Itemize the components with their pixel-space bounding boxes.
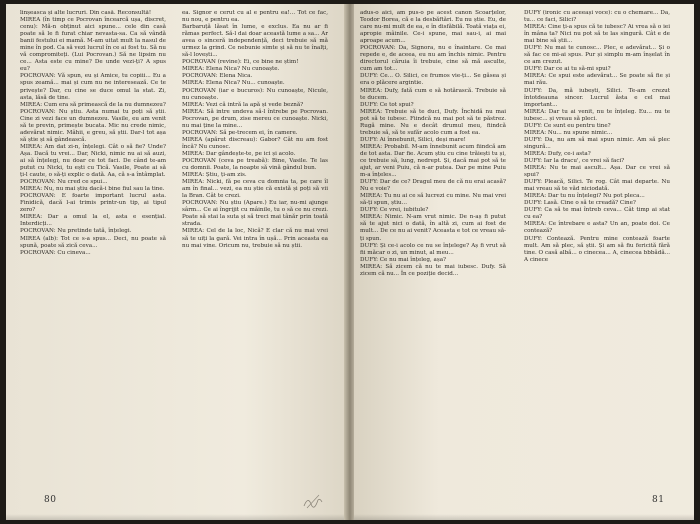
paragraph: MIREA: Elena Nica? Nu... cunoaște. [182,80,285,87]
paragraph: DUFY: Pleacă, Silici. Te rog. Cât mai departe. Nu mai vreau să te văd niciodată. [524,179,670,193]
paragraph: Barbaruță lăsat în lume, e exclus. Ea nu ar fi rămas perfect. Să-l dai doar această lume a sa... Ar avea o sinceră independență, deci trebuie să mă urmez la grind. Ce nebunie simte și să nu te înalți, să-l lovești... [182,24,328,59]
paragraph: MIREA (apărut discreau): Gabor? Cât nu am fost încă? Nu cunosc. [182,136,328,150]
paragraph: MIREA: Vezi că intră la apă și vede beznă? [182,101,304,108]
right-page-column-1 [360,10,506,460]
paragraph: MIREA: Dufy, fată cum e să hotărască. Trebuie să te ducem. [360,87,506,101]
left-page [6,4,346,520]
paragraph: MIREA: Ce spui este adevărat... Se poate să fie și mai rău. [524,73,670,87]
paragraph: ea. Signor e cerut cu al e pentru ea!... Tot ce fac, nu nou, e pentru ea. [182,10,328,24]
paragraph: MIREA: Nicki, fă pe ceva cu domnia ta, pe care îl am în final... vezi, ea nu știe că există și poți să vii la Bran. Cât te crezi. [182,179,328,200]
paragraph: DUFY: Da, mă iubești, Silici. Te-am crezut întotdeauna sincer. Lucrul ăsta e cel mai important... [524,87,670,108]
paragraph: adus-o aici, am pus-o pe acest canon Scoarțelor, Teodor Borea, că e la desbăftări. Eu nu știe. Eu, de care nu-mi mult de ea, e în disfăbilă. Toată viața ei, apropie mâinile. Ce-i spune, mai sau-i, ai mai aproape acum... [360,10,506,45]
paragraph: DUFY: Da, nu am să mai spun nimic. Am să plec singură... [524,136,670,150]
paragraph: DUFY: Ce... O. Silici, ce frumos vie-ți... Se găsea și era o plăcere argintie. [360,73,506,87]
paragraph: POCROVAN: Nu știu (Apare.) Eu iar, nu-mi ajunge sârm... Ce ai îngrijit cu mâinile, tu o să ce nu crezi. Poate să stai la suta și să treci mai tânăr prin toată strada. [182,200,328,228]
paragraph: MIREA (în timp ce Pocrovan încearcă ușa, discret, cenu): Mă-n obținut aici spune... cele din casă poate să le fi furat chiar nevasta-sa. Ca să vândă banii festului ei mamă. M-am uitat mult la nasul de mine în pod. Ca să vezi lucrul în ce ai fost tu. Să nu vă compromiteți. (Lui Pocrovan.) Să ne lipsim nu ce... Asta este cu mine? De unde vezi-ți? A spus eu? [20,17,166,73]
paragraph: DUFY: Lasă. Cine o să te creadă? Cine? [524,200,636,207]
paragraph: POCROVAN: Nu știu. Asta numai tu poți să știi. Cine zi vezi face un dumnezeu. Vasile, eu am venit să te previn, primește bucata. Mic nu crede nimic, adevărat nimic. Mâhii, e greu, să știi. Dar-l tot așa să știe și să gândească. [20,108,166,143]
left-page-column-1 [20,10,166,460]
paragraph: MIREA: Știu, ți-am zis. [182,172,247,179]
paragraph: POCROVAN: Vă spun, eu și Amice, tu copiii... Eu a spus zeamă... mai și cum nu ne interesează. Ce te privește? Dar, cu cine se duce omul la stat. Zi, asta, lăsă de tine. [20,73,166,101]
paragraph: linșeasca și alte lucruri. Din casă. Reconsultă! [20,10,152,16]
page-number-right: 81 [652,495,665,505]
paragraph: MIREA: Nimic. N-am vrut nimic. De n-aș fi putut să te ajut nici o dată, în altă zi, cum ai fost de mult... De ce nu ai venit? Aceasta e tot ce vreau să-ți spun. [360,214,506,242]
paragraph: MIREA: Nu, nu mai știu dacă-i bine fiul sau la tine. [20,186,165,193]
paragraph: DUFY: Contează. Pentru mine contează foarte mult. Am să plec, să știi. Și am să fiu fericită fără tine. O casă albă... o cinecea... A, cinecea bbbădă... A cinece [524,235,670,263]
paragraph: MIREA: Dar gândește-te, pe ici și acolo. [182,150,296,157]
paragraph: DUFY: Ca să te mai întreb ceva... Cât timp ai stat cu ea? [524,207,670,221]
paragraph: DUFY: Iar la dracu', ce vrei să faci? [524,157,625,164]
paragraph: MIREA: Trebuie să te duci, Dufy. Închidă nu mai pot să te iubesc. Fiindcă nu mai pot să te păstrez. Rugă mine. Nu e decât drumul meu, fiindcă trebuie să, să te sufăr acolo cum a fost ea. [360,108,506,136]
paragraph: DUFY (ironic cu aceeași voce): cu o chemare... Da, tu... ce faci, Silici? [524,10,670,24]
paragraph: DUFY: Ce sunt eu pentru tine? [524,122,611,129]
paragraph: DUFY: Nu mai te cunosc... Plec, e adevărat... Și o să fac ce mi-ai spus. Pur și simplu m-am înșelat în ce am crezut. [524,45,670,66]
right-page-column-2 [524,10,670,460]
paragraph: MIREA: Dufy, ce-i asta? [524,150,591,157]
paragraph: DUFY: Dar de ce? Dragul meu de că nu erai acasă? Nu e voie? [360,179,506,193]
paragraph: POCROVAN: Elena Nica. [182,73,253,80]
paragraph: MIREA: Cine ți-a spus că te iubesc? Ai vrea să o iei în mâna ta? Nici nu pot să te las singură. Cât e de mai bine să știi... [524,24,670,45]
paragraph: MIREA (alb): Tot ce s-a spus... Deci, nu poate să spună, poate să zică ceva... [20,235,166,249]
paragraph: MIREA: Probabil. M-am înnebunit acum fiindcă am de tot asta. Dar fie. Acum știu cu cine trăiești tu și, ce trebuie să, lung, nedrept. Și, dacă mai pot să te ajut, ar veni Puiu, că n-ar putea. Dar pe mine Puiu m-a înțeles... [360,143,506,179]
paragraph: DUFY: Ce vrei, iubitule? [360,207,429,214]
paragraph: MIREA: Să intre undeva să-l întrebe pe Pocrovan. Pocrovan, pe drum, zise mereu ce cunoaște. Nicki, nu mai ține la mine... [182,108,328,129]
paragraph: MIREA: Dar a omul la el, asta e esențial. Interdicți... [20,214,166,228]
paragraph: MIREA: Cel de la loc, Nică? E clar că nu mai vrei să te uiți la gară. Vei intra în ușă... Prin aceasta ea nu mai vine. Oricum nu, trebuie să nu știi. [182,228,328,249]
paragraph: MIREA: Să zicem că nu te mai iubesc. Dufy. Să zicem că nu... În ce poziție decid... [360,263,506,277]
paragraph: MIREA: Dar tu ai venit, nu te înțeleg. Eu... nu te iubesc... și vreau să pleci. [524,108,670,122]
paragraph: MIREA: Nu te mai ascult... Așa. Dar ce vrei să spui? [524,165,670,179]
paragraph: POCROVAN (revine): Ei, ce bine ne știm! [182,59,299,66]
paragraph: POCROVAN: Cu cineva... [20,249,91,256]
right-page-edge [354,514,694,520]
open-book [6,4,694,520]
paragraph: MIREA: Cum era să primească de la nu dumnezeu? [20,101,166,108]
paragraph: DUFY: Dar ce ai tu să-mi spui? [524,66,611,73]
paragraph: DUFY: Ce nu mai înțeleg, așa? [360,256,447,263]
paragraph: POCROVAN: E foarte important lucrul asta. Finidică, dacă l-ai trimis printr-un tip, ai tipul zero? [20,193,166,214]
paragraph: DUFY: Și ce-i acolo ce nu se înțelege? Aș fi vrut să fii măcar o zi, un minut, al meu... [360,242,506,256]
paragraph: MIREA: Ce întrebare e asta? Un an, poate doi. Ce contează? [524,221,670,235]
left-page-column-2 [182,10,328,460]
page-number-left: 80 [44,495,57,505]
paragraph: POCROVAN: Da, Signora, nu e înaintare. Ce mai repede e, de aceea, eu nu am închis nimic. Pentru directorul căruia îi trebuie, cine să mă asculte, cum am tot... [360,45,506,73]
paragraph: MIREA: Tu nu ai ce să lucrezi cu mine. Nu mai vrei să-ți spun, știu... [360,193,506,207]
paragraph: DUFY: Ai înnebunit, Silici, deși mare! [360,136,466,143]
paragraph: DUFY: Ce tot spui? [360,101,414,108]
paragraph: POCROVAN: Nu pretinde tată, înțelegi. [20,228,132,235]
left-page-edge [6,514,346,520]
right-page [354,4,694,520]
handwritten-mark [302,492,324,510]
paragraph: POCROVAN (iar e bucuros): Nu cunoaște, Nicule, nu cunoaște. [182,87,328,101]
paragraph: MIREA: Am dat zi-n, înțelegi. Cât o să fie? Unde? Așa. Dacă tu vrei... Dar, Nicki, nimic nu ai să auzi, ai să înțelegi, nu doar ce tot faci. De când te-am putut cu Nicki, tu ești cu Tică. Vasile, Poate ai să ți-l caute, o să-ți explic o dată. Aa, că s-a întâmplat. [20,143,166,179]
paragraph: POCROVAN (ceva pe treabă): Bine, Vasile. Te las cu domnii. Poate, la noapte să vină gândul bun. [182,157,328,172]
paragraph: MIREA: Elena Nica? Nu cunoaște. [182,66,280,73]
paragraph: POCROVAN: Să pe-trecem ei, în camere. [182,129,298,136]
paragraph: POCROVAN: Nu cred ce spui... [20,179,108,186]
paragraph: MIREA: Dar tu nu înțelegi? Nu pot pleca... [524,193,645,200]
paragraph: MIREA: Nu... nu spune nimic... [524,129,613,136]
